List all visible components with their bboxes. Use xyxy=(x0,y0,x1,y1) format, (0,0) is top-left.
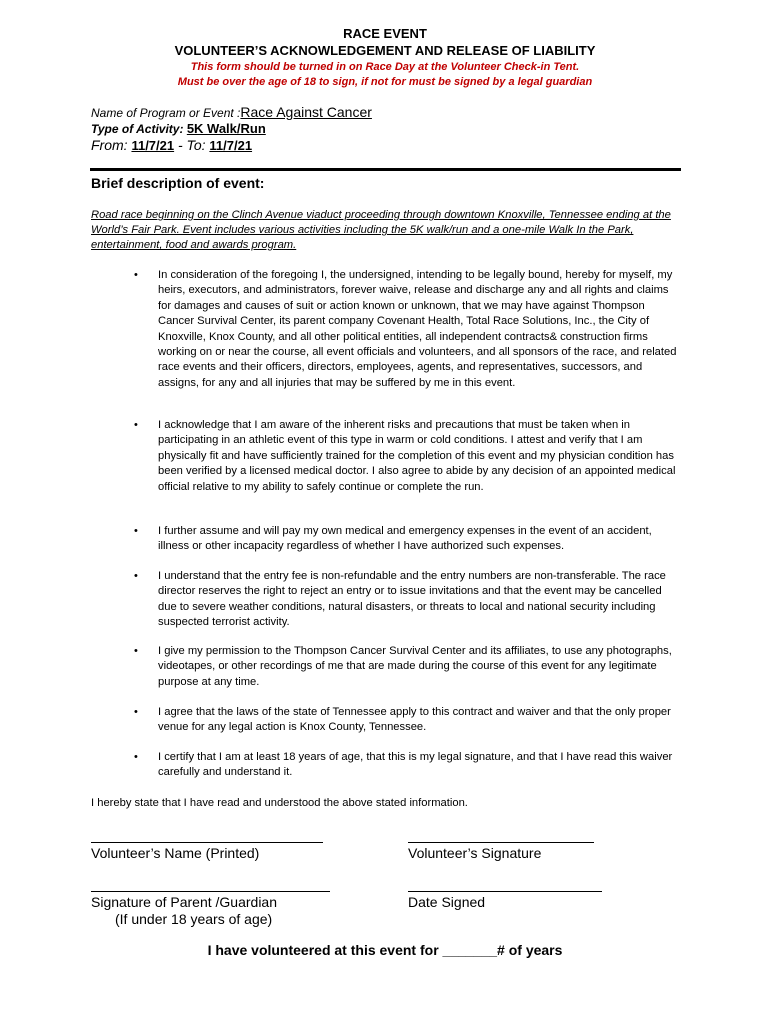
volunteer-name-line[interactable] xyxy=(91,842,323,843)
to-label: - To: xyxy=(178,137,206,153)
date-signed-label: Date Signed xyxy=(408,894,486,910)
instruction-note-1: This form should be turned in on Race Day at the Volunteer Check-in Tent. xyxy=(190,61,580,73)
clause-text: I understand that the entry fee is non-refundable and the entry numbers are non-transferable. The race director reserves the right to reject an entry or to issue invitations and that the event may be cancelled due to severe weather conditions, natural disasters, or threats to local and national security including suspected terrorist activity. xyxy=(158,570,666,629)
waiver-clause xyxy=(134,644,683,690)
bullet-icon: • xyxy=(134,525,138,537)
clause-text: I give my permission to the Thompson Cancer Survival Center and its affiliates, to use any photographs, videotapes, or other recordings of me that are made during the course of this event for any legitimate purpose at any time. xyxy=(158,645,672,688)
waiver-clause xyxy=(134,524,683,555)
waiver-clause xyxy=(134,569,683,631)
waiver-clause xyxy=(134,418,683,495)
years-blank-field[interactable]: _______ xyxy=(442,942,498,958)
volunteer-name-label: Volunteer’s Name (Printed) xyxy=(91,845,260,861)
volunteer-signature-line[interactable] xyxy=(408,842,594,843)
dates-field xyxy=(91,137,252,153)
clause-text: I agree that the laws of the state of Tennessee apply to this contract and waiver and that the only proper venue for any legal action is Knox County, Tennessee. xyxy=(158,706,671,734)
bullet-icon: • xyxy=(134,706,138,718)
program-value: Race Against Cancer xyxy=(240,104,372,120)
program-label: Name of Program or Event : xyxy=(91,106,241,120)
years-volunteered-line xyxy=(0,942,770,958)
instruction-note-2: Must be over the age of 18 to sign, if not for must be signed by a legal guardian xyxy=(177,76,593,88)
bullet-icon: • xyxy=(134,419,138,431)
waiver-clause xyxy=(134,268,683,391)
parent-signature-note: (If under 18 years of age) xyxy=(115,911,273,927)
form-title: RACE EVENT xyxy=(343,26,427,41)
bullet-icon: • xyxy=(134,570,138,582)
from-label: From: xyxy=(91,137,128,153)
waiver-clause xyxy=(134,705,683,736)
activity-field xyxy=(91,121,266,136)
clause-text: I acknowledge that I am aware of the inherent risks and precautions that must be taken when in participating in an athletic event of this type in warm or cold conditions. I attest and verify that I am physically fit and have sufficiently trained for the completion of this event and my physician condition has been verified by a licensed medical doctor. I also agree to abide by any decision of an appointed medical official relative to my ability to safely continue or complete the run. xyxy=(158,419,676,493)
activity-value: 5K Walk/Run xyxy=(186,121,266,136)
program-field xyxy=(91,104,372,120)
years-prefix: I have volunteered at this event for xyxy=(207,942,443,958)
to-value: 11/7/21 xyxy=(209,138,253,153)
brief-description-text: Road race beginning on the Clinch Avenue viaduct proceeding through downtown Knoxville, Tennessee ending at the World’s Fair Park. Event includes various activities including the 5K walk/run and a one-mile Walk In the Park, entertainment, food and awards program. xyxy=(91,209,671,251)
section-divider xyxy=(90,168,681,171)
form-subtitle: VOLUNTEER’S ACKNOWLEDGEMENT AND RELEASE OF LIABILITY xyxy=(174,43,596,58)
bullet-icon: • xyxy=(134,645,138,657)
bullet-icon: • xyxy=(134,269,138,281)
brief-description-heading: Brief description of event: xyxy=(91,175,265,191)
acknowledgement-statement: I hereby state that I have read and understood the above stated information. xyxy=(91,797,468,809)
waiver-clause xyxy=(134,750,683,781)
clause-text: I further assume and will pay my own medical and emergency expenses in the event of an accident, illness or other incapacity regardless of whether I have authorized such expenses. xyxy=(158,525,652,553)
volunteer-signature-label: Volunteer’s Signature xyxy=(408,845,542,861)
years-suffix: # of years xyxy=(497,942,563,958)
clause-text: In consideration of the foregoing I, the undersigned, intending to be legally bound, hereby for myself, my heirs, executors, and administrators, forever waive, release and discharge any and all rights and claims for damages and causes of suit or action known or unknown, that we may have against Thompson Cancer Survival Center, its parent company Covenant Health, Total Race Solutions, Inc., the City of Knoxville, Knox County, and all other political entities, all independent contracts& construction firms working on or near the course, all event officials and volunteers, and all sponsors of the race, and related race events and their officers, directors, employees, agents, and representatives, successors, and assigns, for any and all injuries that may be suffered by me in this event. xyxy=(158,269,677,389)
from-value: 11/7/21 xyxy=(131,138,175,153)
parent-signature-label: Signature of Parent /Guardian xyxy=(91,894,278,910)
activity-label: Type of Activity: xyxy=(91,122,184,136)
clause-text: I certify that I am at least 18 years of age, that this is my legal signature, and that I have read this waiver carefully and understand it. xyxy=(158,751,673,779)
bullet-icon: • xyxy=(134,751,138,763)
parent-signature-line[interactable] xyxy=(91,891,330,892)
date-signed-line[interactable] xyxy=(408,891,602,892)
